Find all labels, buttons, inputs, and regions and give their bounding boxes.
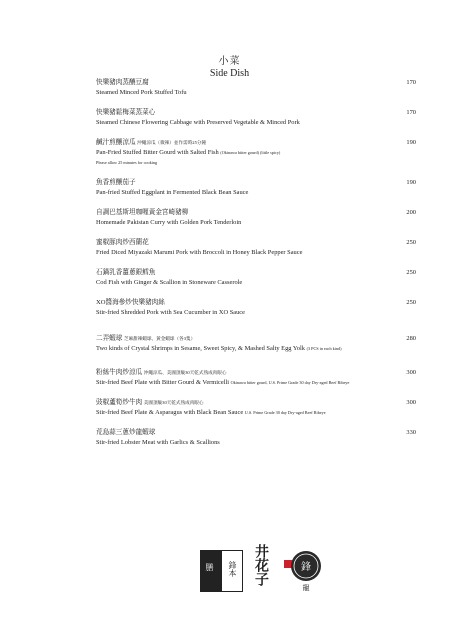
menu-header [0,56,459,80]
dish-name-en: Cod Fish with Ginger & Scallion in Stoneware Casserole [96,279,243,286]
menu-item-line [96,118,416,128]
brand-logos [0,544,459,608]
dish-name-zh: 豉椒蘆筍炒牛肉 [96,399,143,406]
round-seal-icon [288,548,324,594]
dish-name-zh: 荒島蒜三蔥炒龍蝦球 [96,429,156,436]
logo1-left-text: 膳 [205,563,214,571]
dish-price: 330 [406,429,416,436]
svg-text:寵: 寵 [302,584,310,592]
menu-item-line [96,88,416,98]
restaurant-logo-2 [250,544,286,598]
dish-price: 280 [406,335,416,342]
dish-note-zh: 芝麻甜辣蝦球、黃金蝦球（各3隻） [123,336,196,341]
menu-item [96,108,416,128]
dish-name-zh: 二弄蝦球 [96,335,123,342]
section-title-zh: 小菜 [218,56,241,67]
menu-item [96,298,416,318]
dish-price: 300 [406,399,416,406]
menu-item-line [96,248,416,258]
dish-cooking-note: Please allow 25 minutes for cooking [96,160,158,165]
dish-name-en: Homemade Pakistan Curry with Golden Pork Tenderloin [96,219,242,226]
menu-item [96,398,416,418]
dish-name-en: Steamed Chinese Flowering Cabbage with Preserved Vegetable & Minced Pork [96,119,300,126]
menu-item-line [96,298,416,308]
menu-item-line [96,378,416,388]
dish-price: 190 [406,179,416,186]
dish-name-zh: 魚香煎釀茄子 [96,179,136,186]
menu-item-line [96,438,416,448]
dish-note-zh: 美國頂級30天乾式熟成肉眼心 [143,400,204,405]
dish-name-zh: 蜜椒豚肉炒西蘭花 [96,239,149,246]
dish-name-zh: 石鍋乳香薑蔥銀鱈魚 [96,269,156,276]
dish-price: 170 [406,109,416,116]
dish-name-zh: 快樂豬鬆梅菜蒸菜心 [96,109,156,116]
dish-price: 200 [406,209,416,216]
dish-note-zh: 沖繩涼瓜、美國頂級30天乾式熟成肉眼心 [143,370,227,375]
restaurant-logo-1 [200,550,242,592]
menu-item [96,428,416,448]
dish-price: 250 [406,269,416,276]
dish-name-zh: 鹹汁煎釀涼瓜 [96,139,136,146]
menu-item-line [96,268,416,278]
menu-item [96,208,416,228]
dish-name-en: Pan-fried Stuffed Eggplant in Fermented Black Bean Sauce [96,189,249,196]
dish-name-zh: 粉絲牛肉炒涼瓜 [96,369,143,376]
dish-name-en: Steamed Minced Pork Stuffed Tofu [96,89,187,96]
menu-item-line [96,334,416,344]
menu-item [96,334,416,354]
menu-item [96,368,416,388]
dish-note-en: (3 PCS in each kind) [306,346,342,351]
dish-name-zh: XO醬海參炒快樂豬肉絲 [96,299,165,306]
menu-item-line [96,308,416,318]
dish-name-en: Stir-fried Beef Plate with Bitter Gourd & Vermicelli [96,379,230,386]
dish-note-en: Okinawa bitter gourd, U.S. Prime Grade 30 day Dry-aged Beef Ribeye [230,380,350,385]
menu-item [96,138,416,168]
menu-item-line [96,78,416,88]
menu-item [96,178,416,198]
menu-item-line [96,218,416,228]
menu-item-line [96,148,416,158]
menu-item-line [96,344,416,354]
menu-item-line [96,368,416,378]
menu-item-line [96,108,416,118]
menu-item-line [96,208,416,218]
dish-name-en: Fried Diced Miyazaki Marumi Pork with Broccoli in Honey Black Pepper Sauce [96,249,303,256]
menu-item-line [96,158,416,168]
dish-name-zh: 自調巴基斯坦咖喱黃金宮崎豬柳 [96,209,189,216]
dish-note-en: U.S. Prime Grade 30 day Dry-aged Beef Ribeye [244,410,326,415]
menu-item-line [96,138,416,148]
dish-name-zh: 快樂豬肉蒸釀豆腐 [96,79,149,86]
dish-name-en: Stir-fried Shredded Pork with Sea Cucumber in XO Sauce [96,309,245,316]
menu-item [96,78,416,98]
dish-name-en: Stir-fried Beef Plate & Asparagus with Black Bean Sauce [96,409,244,416]
menu-item-line [96,178,416,188]
dish-price: 250 [406,239,416,246]
menu-item-line [96,278,416,288]
logo1-right-text: 鋒本 [228,561,237,577]
dish-note-zh: 沖繩涼瓜（微辣）並作需時25分鐘 [137,140,207,145]
menu-item-line [96,188,416,198]
dish-name-en: Pan-Fried Stuffed Bitter Gourd with Salted Fish [96,149,219,156]
dish-price: 250 [406,299,416,306]
menu-item-line [96,398,416,408]
menu-item [96,238,416,258]
restaurant-logo-4 [288,548,324,594]
menu-item-line [96,408,416,418]
section-title-en: Side Dish [209,68,250,79]
dish-name-en: Stir-fried Lobster Meat with Garlics & Scallions [96,439,220,446]
menu-item-line [96,238,416,248]
dish-price: 190 [406,139,416,146]
dish-name-en: Two kinds of Crystal Shrimps in Sesame, Sweet Spicy, & Mashed Salty Egg Yolk [96,345,305,352]
menu-item [96,268,416,288]
svg-text:鋒: 鋒 [301,562,311,573]
menu-item-line [96,428,416,438]
dish-price: 300 [406,369,416,376]
logo2-text: 井花子 [253,544,268,586]
dish-note-en: (Okinawa bitter gourd) (little spicy) [220,150,281,155]
dish-price: 170 [406,79,416,86]
